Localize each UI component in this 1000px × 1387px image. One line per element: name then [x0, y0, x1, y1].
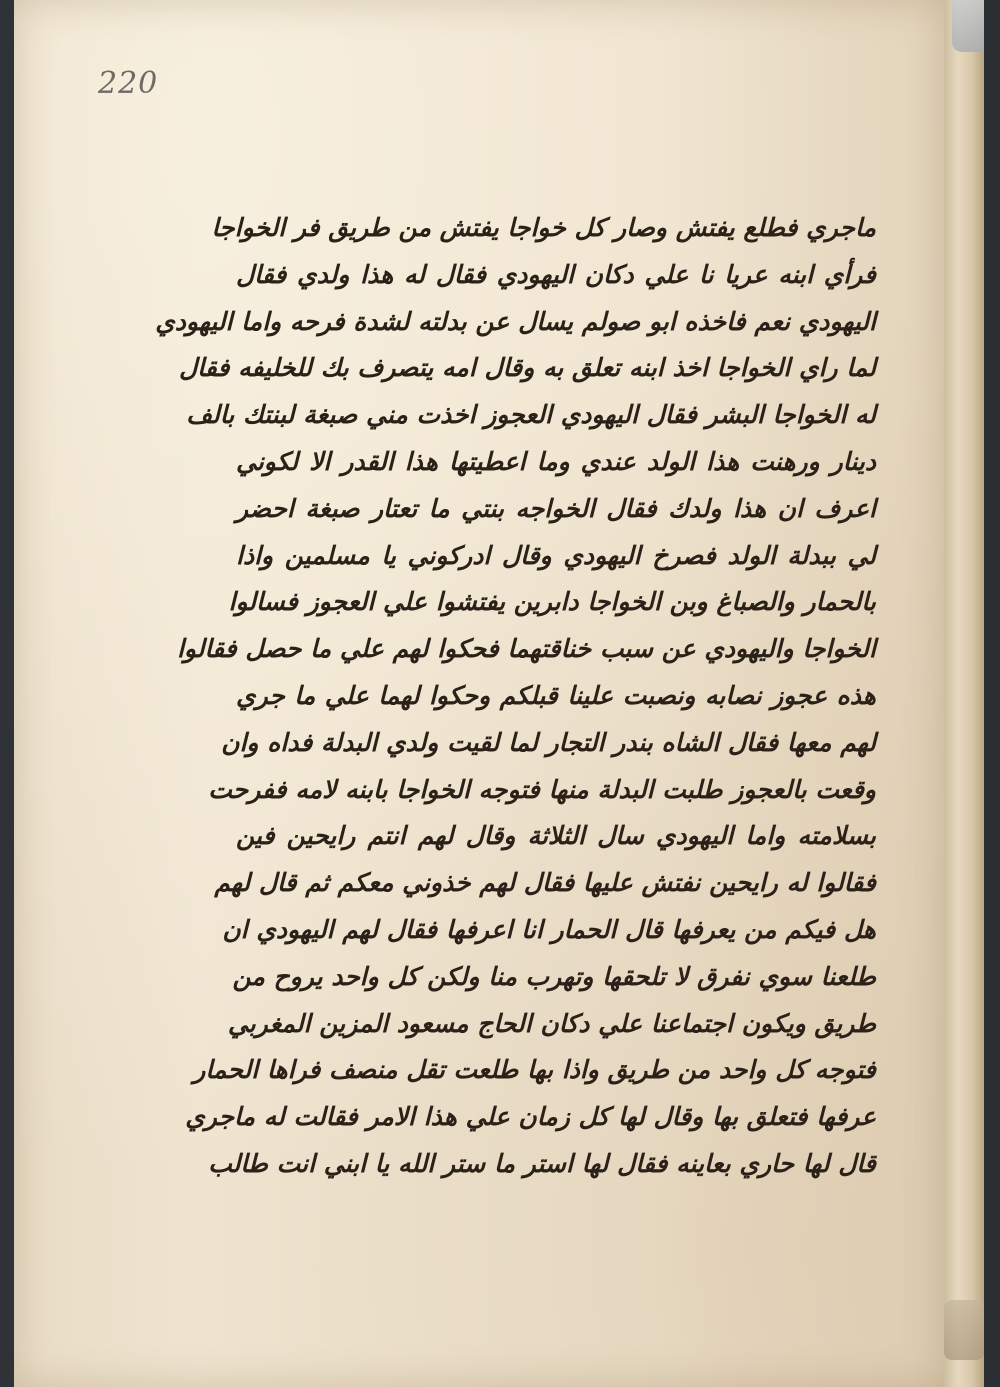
manuscript-line: طريق ويكون اجتماعنا علي دكان الحاج مسعود المزين المغربي	[227, 1008, 876, 1038]
manuscript-line: بالحمار والصباغ وبن الخواجا دابرين يفتشوا علي العجوز فسالوا	[228, 587, 876, 617]
manuscript-line: له الخواجا البشر فقال اليهودي العجوز اخذت مني صبغة لبنتك بالف	[186, 400, 876, 430]
manuscript-line: الخواجا واليهودي عن سبب خناقتهما فحكوا لهم علي ما حصل فقالوا	[176, 634, 876, 664]
manuscript-line: لي ببدلة الولد فصرخ اليهودي وقال ادركوني يا مسلمين واذا	[236, 540, 876, 570]
manuscript-line: وقعت بالعجوز طلبت البدلة منها فتوجه الخواجا بابنه لامه ففرحت	[208, 774, 876, 804]
manuscript-text-block	[155, 205, 876, 1205]
manuscript-line: هذه عجوز نصابه ونصبت علينا قبلكم وحكوا لهما علي ما جري	[236, 681, 876, 710]
manuscript-line: لهم معها فقال الشاه بندر التجار لما لقيت ولدي البدلة فداه وان	[221, 727, 876, 757]
scan-background-edge	[984, 0, 1000, 1387]
manuscript-line: طلعنا سوي نفرق لا تلحقها وتهرب منا ولكن كل واحد يروح من	[232, 961, 876, 991]
manuscript-line: فتوجه كل واحد من طريق واذا بها طلعت تقل منصف فراها الحمار	[193, 1055, 876, 1085]
manuscript-line: فرأي ابنه عريا نا علي دكان اليهودي فقال له هذا ولدي فقال	[236, 259, 876, 289]
manuscript-line: فقالوا له رايحين نفتش عليها فقال لهم خذوني معكم ثم قال لهم	[214, 868, 876, 898]
manuscript-line: ماجري فطلع يفتش وصار كل خواجا يفتش من طريق فر الخواجا	[211, 213, 876, 242]
manuscript-line: عرفها فتعلق بها وقال لها كل زمان علي هذا الامر فقالت له ماجري	[185, 1102, 876, 1132]
clip-bottom	[944, 1300, 984, 1360]
manuscript-line: اليهودي نعم فاخذه ابو صولم يسال عن بدلته لشدة فرحه واما اليهودي	[155, 306, 876, 336]
folio-number: 220	[98, 66, 159, 101]
manuscript-line: دينار ورهنت هذا الولد عندي وما اعطيتها هذا القدر الا لكوني	[236, 447, 876, 476]
manuscript-line: بسلامته واما اليهودي سال الثلاثة وقال لهم انتم رايحين فين	[236, 821, 876, 851]
manuscript-line: قال لها حاري بعاينه فقال لها استر ما ستر الله يا ابني انت طالب	[208, 1149, 876, 1178]
manuscript-page	[14, 0, 944, 1387]
manuscript-line: اعرف ان هذا ولدك فقال الخواجه بنتي ما تعتار صبغة احضر	[236, 493, 876, 523]
manuscript-line: هل فيكم من يعرفها قال الحمار انا اعرفها فقال لهم اليهودي ان	[222, 915, 876, 944]
binding-gutter	[944, 0, 984, 1387]
manuscript-line: لما راي الخواجا اخذ ابنه تعلق به وقال امه يتصرف بك للخليفه فقال	[179, 353, 876, 383]
